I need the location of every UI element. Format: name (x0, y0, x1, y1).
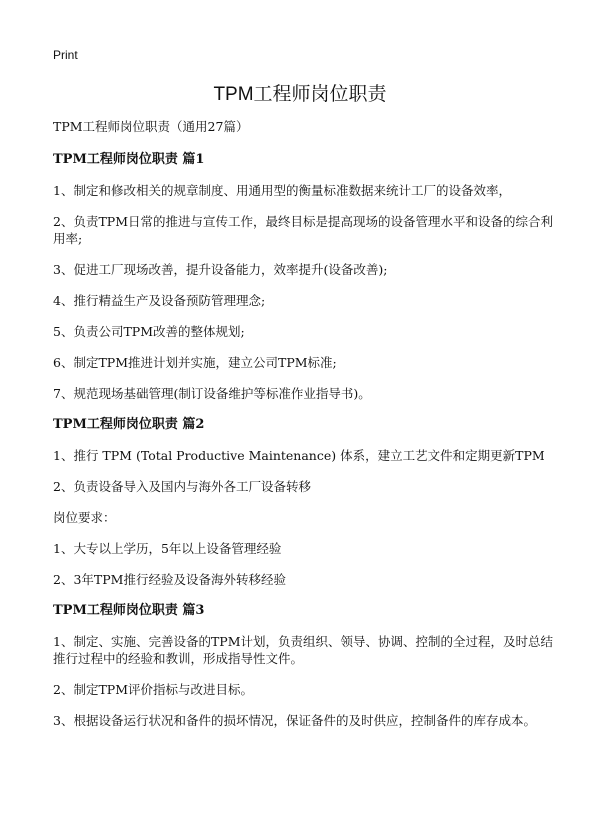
document-subtitle: TPM工程师岗位职责（通用27篇） (53, 119, 249, 134)
section-2 (53, 416, 553, 588)
print-label[interactable]: Print (53, 48, 78, 62)
paragraph: 6、制定TPM推进计划并实施，建立公司TPM标准; (53, 355, 337, 370)
paragraph: 2、制定TPM评价指标与改进目标。 (53, 682, 254, 697)
section-heading: TPM工程师岗位职责 篇2 (53, 417, 205, 432)
document-title: TPM工程师岗位职责 (213, 84, 387, 105)
paragraph: 1、制定和修改相关的规章制度、用通用型的衡量标准数据来统计工厂的设备效率， (53, 183, 511, 198)
paragraph: 1、推行 TPM (Total Productive Maintenance) 体系，建立工艺文件和定期更新TPM (53, 448, 545, 463)
section-heading: TPM工程师岗位职责 篇1 (53, 152, 205, 167)
paragraph: 1、大专以上学历，5年以上设备管理经验 (53, 541, 282, 556)
section-3 (53, 602, 553, 729)
paragraph: 7、规范现场基础管理(制订设备维护等标准作业指导书)。 (53, 386, 371, 401)
paragraph: 1、制定、实施、完善设备的TPM计划，负责组织、领导、协调、控制的全过程，及时总结推行过程中的经验和教训，形成指导性文件。 (53, 634, 554, 666)
paragraph: 3、促进工厂现场改善，提升设备能力，效率提升(设备改善); (53, 262, 388, 277)
paragraph: 3、根据设备运行状况和备件的损坏情况，保证备件的及时供应，控制备件的库存成本。 (53, 713, 536, 728)
paragraph: 4、推行精益生产及设备预防管理理念; (53, 293, 266, 308)
paragraph: 2、负责设备导入及国内与海外各工厂设备转移 (53, 479, 311, 494)
document-body (53, 118, 553, 743)
section-1 (53, 151, 553, 402)
paragraph: 岗位要求： (53, 510, 116, 525)
paragraph: 2、3年TPM推行经验及设备海外转移经验 (53, 572, 286, 587)
paragraph: 2、负责TPM日常的推进与宣传工作，最终目标是提高现场的设备管理水平和设备的综合利用率; (53, 214, 554, 246)
section-heading: TPM工程师岗位职责 篇3 (53, 603, 205, 618)
paragraph: 5、负责公司TPM改善的整体规划; (53, 324, 245, 339)
